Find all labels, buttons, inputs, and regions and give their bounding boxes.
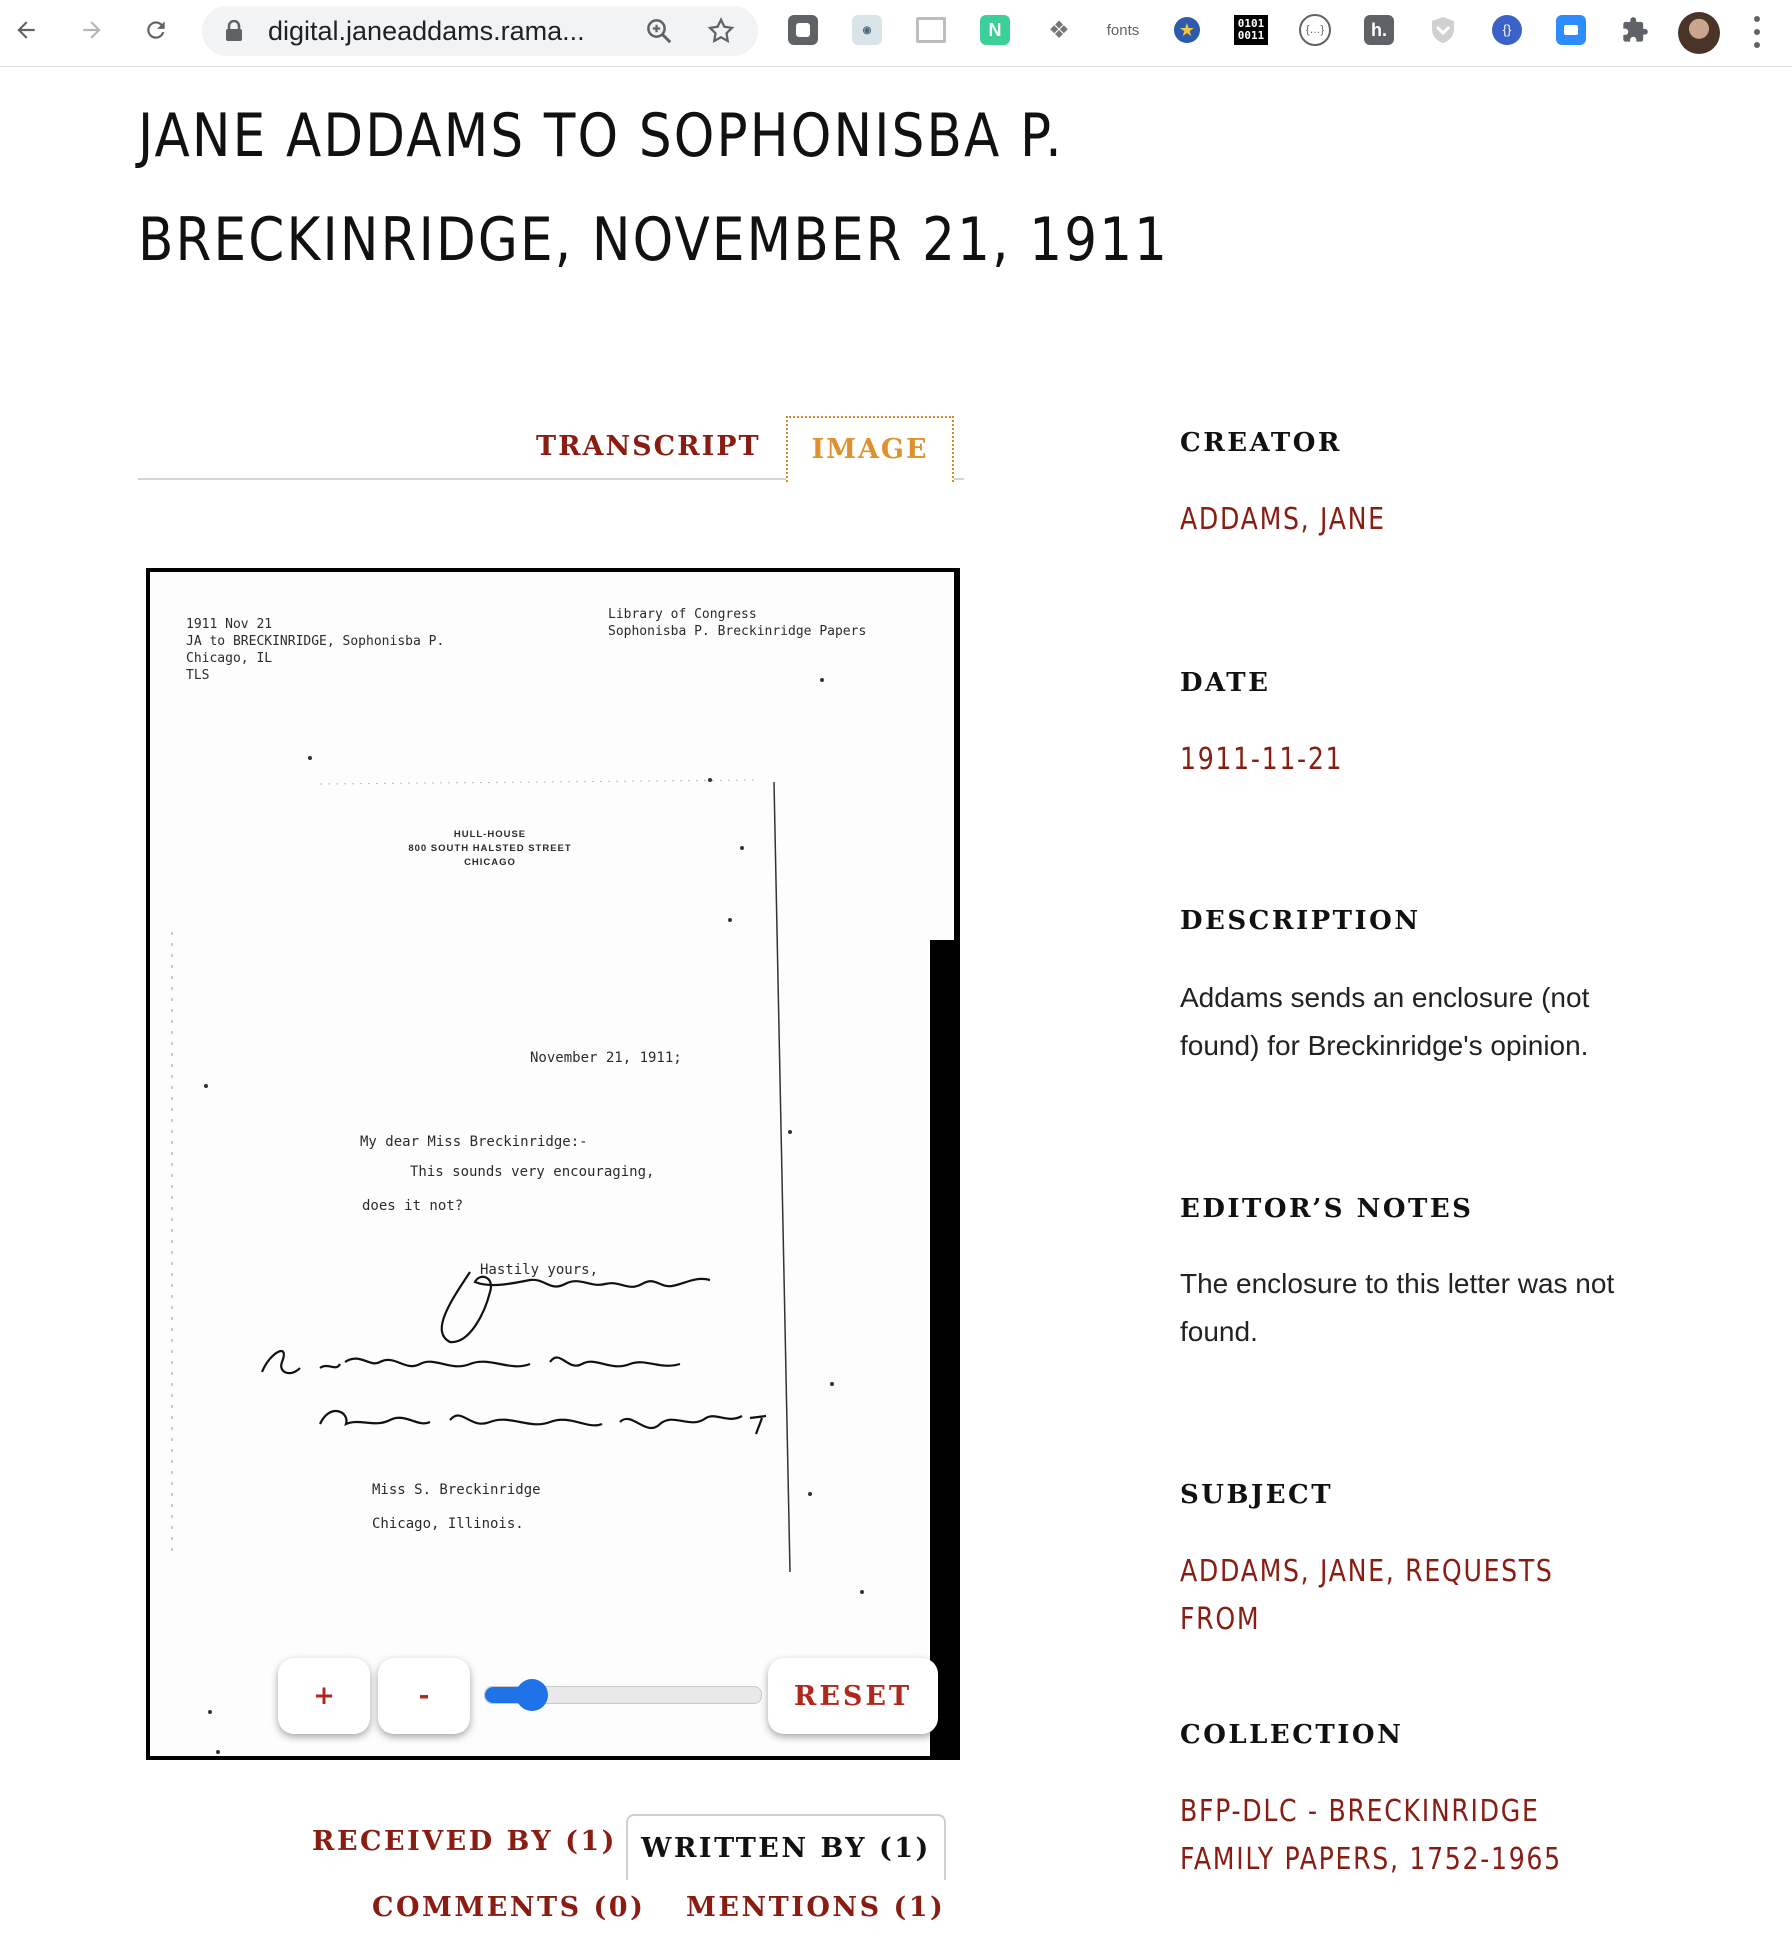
zoom-icon[interactable] (644, 16, 674, 46)
editors-notes-label: EDITOR’S NOTES (1180, 1194, 1474, 1224)
binary-extension-icon[interactable] (1234, 13, 1268, 47)
description-text: Addams sends an enclosure (not found) for Breckinridge's opinion. (1180, 982, 1590, 1061)
letter-addressee-city: Chicago, Illinois. (372, 1516, 524, 1532)
creator-label: CREATOR (1180, 428, 1342, 458)
letter-date: November 21, 1911; (530, 1050, 682, 1066)
url-text[interactable]: digital.janeaddams.rama... (268, 16, 585, 46)
binary-label-bottom: 0011 (1237, 29, 1265, 42)
page-title: JANE ADDAMS TO SOPHONISBA P. BRECKINRIDGE, NOVEMBER 21, 1911 (138, 101, 1170, 275)
ext-2-icon[interactable]: ◉ (850, 13, 884, 47)
creator-link[interactable]: ADDAMS, JANE (1180, 502, 1386, 537)
letter-salutation: My dear Miss Breckinridge:- (360, 1134, 588, 1150)
extensions-icon[interactable] (1618, 13, 1652, 47)
profile-avatar[interactable] (1678, 12, 1720, 54)
letter-scan[interactable] (150, 572, 954, 1756)
back-icon (13, 17, 39, 43)
dropbox-icon[interactable]: ❖ (1048, 16, 1070, 44)
star-badge-icon[interactable]: ★ (1170, 13, 1204, 47)
letter-addressee-name: Miss S. Breckinridge (372, 1482, 541, 1498)
subject-label: SUBJECT (1180, 1480, 1334, 1510)
subject-link[interactable]: ADDAMS, JANE, REQUESTS FROM (1180, 1554, 1554, 1637)
reload-icon (143, 17, 169, 43)
reader-icon[interactable] (914, 13, 948, 47)
n-extension-icon[interactable]: N (978, 13, 1012, 47)
archive-header: 1911 Nov 21 JA to BRECKINRIDGE, Sophonisba P. Chicago, IL TLS (186, 617, 445, 683)
back-button[interactable] (6, 10, 46, 50)
date-link[interactable]: 1911-11-21 (1180, 742, 1344, 777)
date-label: DATE (1180, 668, 1271, 698)
collection-label: COLLECTION (1180, 1720, 1404, 1750)
tab-transcript[interactable]: TRANSCRIPT (536, 416, 761, 478)
letterhead: HULL-HOUSE 800 SOUTH HALSTED STREET CHICAGO (408, 829, 572, 868)
handwriting-marks (150, 572, 954, 1756)
zoom-meeting-icon[interactable] (1554, 13, 1588, 47)
forward-icon (79, 17, 105, 43)
browser-toolbar (0, 0, 1792, 67)
tab-comments[interactable]: COMMENTS (0) (372, 1892, 646, 1923)
forward-button[interactable] (72, 10, 112, 50)
binary-label-top: 0101 (1237, 17, 1265, 30)
shield-icon[interactable] (1426, 13, 1460, 47)
archive-library: Library of Congress Sophonisba P. Breckinridge Papers (608, 607, 867, 639)
collection-link[interactable]: BFP-DLC - BRECKINRIDGE FAMILY PAPERS, 1752-1965 (1180, 1794, 1562, 1877)
star-icon[interactable] (706, 16, 736, 46)
tab-mentions[interactable]: MENTIONS (1) (686, 1892, 946, 1923)
letter-closing: Hastily yours, (480, 1262, 599, 1278)
tab-received-by[interactable]: RECEIVED BY (1) (312, 1826, 617, 1857)
image-viewer[interactable] (146, 568, 960, 1760)
address-bar[interactable] (202, 6, 758, 56)
scan-edge (930, 940, 954, 1756)
zoom-in-button[interactable]: + (278, 1658, 370, 1734)
zoom-slider-handle[interactable] (516, 1679, 548, 1711)
menu-icon[interactable] (1752, 14, 1762, 50)
reset-button[interactable]: RESET (768, 1658, 938, 1734)
ext-1-icon[interactable] (786, 13, 820, 47)
fonts-extension-icon[interactable] (1106, 13, 1140, 47)
editors-notes-text: The enclosure to this letter was not found. (1180, 1268, 1615, 1347)
reload-button[interactable] (136, 10, 176, 50)
json-viewer-icon[interactable]: {…} (1298, 13, 1332, 47)
hypothesis-icon[interactable]: h. (1362, 13, 1396, 47)
tab-written-by[interactable]: WRITTEN BY (1) (626, 1814, 946, 1880)
description-label: DESCRIPTION (1180, 906, 1421, 936)
braces-extension-icon[interactable]: {} (1490, 13, 1524, 47)
zoom-slider[interactable] (484, 1686, 762, 1704)
fonts-extension-label: fonts (1106, 21, 1140, 39)
tab-image[interactable]: IMAGE (786, 416, 954, 482)
view-tabs (138, 414, 964, 480)
zoom-out-button[interactable]: - (378, 1658, 470, 1734)
lock-icon (224, 20, 244, 42)
letter-body-line: This sounds very encouraging, (410, 1164, 655, 1180)
letter-body-line: does it not? (362, 1198, 464, 1214)
